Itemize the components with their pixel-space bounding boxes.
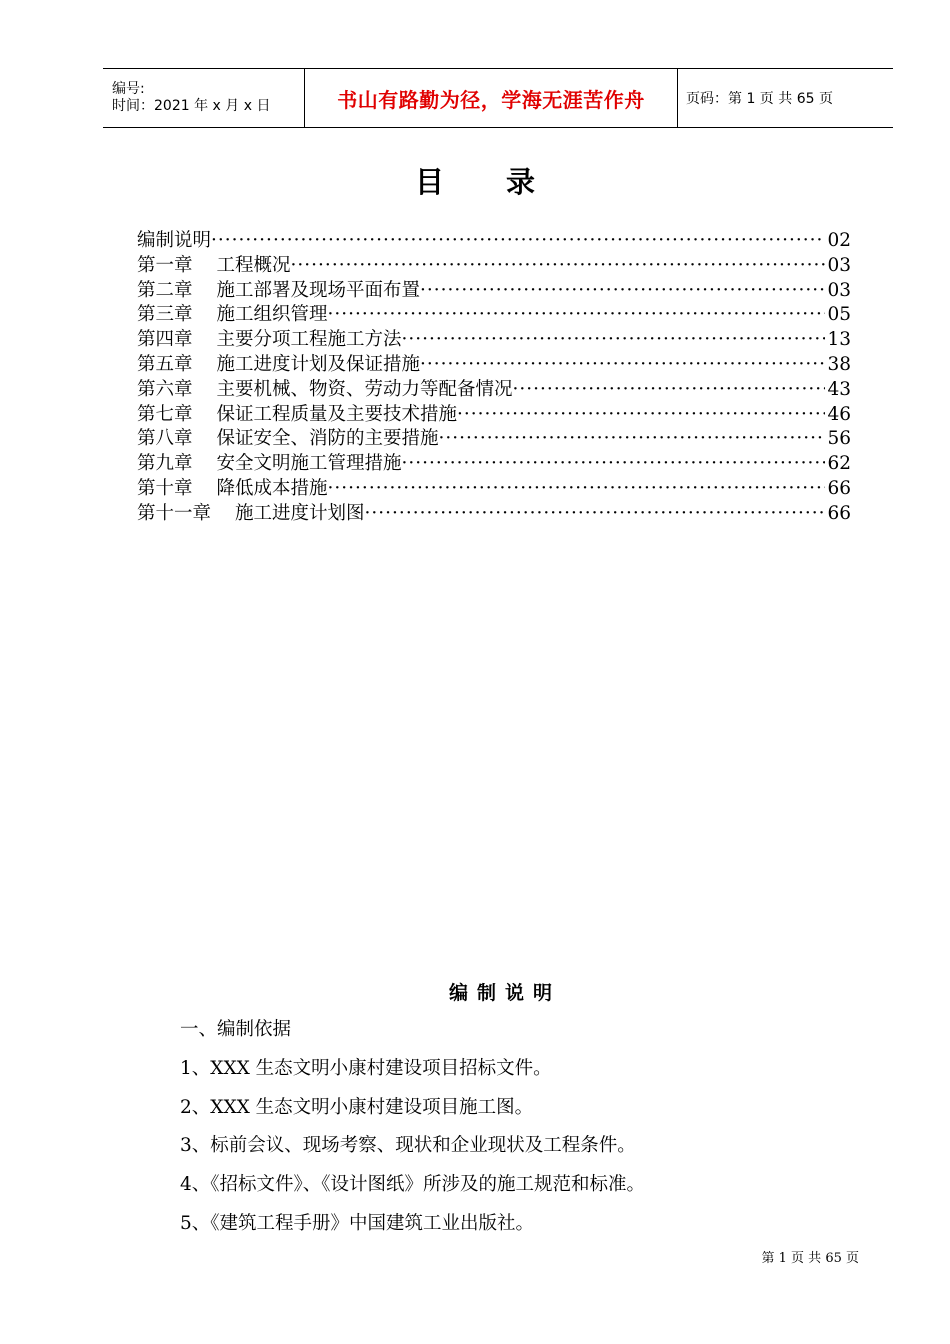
toc-page: 13: [827, 329, 851, 351]
toc-entry[interactable]: [137, 229, 851, 254]
toc-entry[interactable]: [137, 353, 851, 378]
toc-leader-dots: [328, 303, 826, 328]
header-motto: 书山有路勤为径，学海无涯苦作舟: [337, 87, 645, 112]
header-meta: [103, 69, 304, 127]
body-line: 4、《招标文件》、《设计图纸》所涉及的施工规范和标准。: [180, 1174, 646, 1196]
toc-entry[interactable]: [137, 378, 851, 403]
toc-page: 03: [827, 254, 851, 276]
toc-chapter: 第十章: [137, 477, 193, 499]
toc-title: [0, 160, 950, 201]
toc-page: 66: [827, 477, 851, 499]
toc-chapter: 第九章: [137, 453, 193, 475]
toc-title-left: 目: [414, 165, 444, 199]
toc-entry[interactable]: [137, 427, 851, 452]
toc-name: 施工部署及现场平面布置: [216, 279, 421, 301]
toc-entry[interactable]: [137, 452, 851, 477]
toc-name: 保证安全、消防的主要措施: [216, 428, 439, 450]
body-line: 3、标前会议、现场考察、现状和企业现状及工程条件。: [180, 1135, 636, 1157]
body-line: 2、XXX 生态文明小康村建设项目施工图。: [180, 1096, 534, 1118]
toc-leader-dots: [439, 427, 826, 452]
toc-leader-dots: [402, 452, 826, 477]
toc-name: 保证工程质量及主要技术措施: [216, 403, 458, 425]
toc-chapter: 第七章: [137, 403, 193, 425]
body-line: 1、XXX 生态文明小康村建设项目招标文件。: [180, 1057, 552, 1079]
toc-leader-dots: [402, 328, 826, 353]
toc-leader-dots: [420, 279, 825, 304]
toc-leader-dots: [291, 254, 826, 279]
toc-page: 56: [827, 428, 851, 450]
toc-entry[interactable]: [137, 303, 851, 328]
toc-page: 03: [827, 279, 851, 301]
toc-chapter: 第四章: [137, 329, 193, 351]
toc-leader-dots: [211, 229, 825, 254]
header-page-info: 页码：第 1 页 共 65 页: [686, 91, 833, 107]
toc-entry[interactable]: [137, 403, 851, 428]
toc-chapter: 第十一章: [137, 502, 212, 524]
table-of-contents: [137, 229, 851, 527]
body-line: 5、《建筑工程手册》中国建筑工业出版社。: [180, 1212, 535, 1234]
toc-chapter: 第六章: [137, 378, 193, 400]
toc-name: 工程概况: [216, 254, 291, 276]
document-header: [103, 68, 893, 128]
toc-chapter: 第一章: [137, 254, 193, 276]
toc-entry[interactable]: [137, 477, 851, 502]
toc-leader-dots: [457, 403, 825, 428]
toc-page: 02: [827, 230, 851, 251]
toc-leader-dots: [513, 378, 826, 403]
toc-name: 施工进度计划及保证措施: [216, 353, 421, 375]
date-line: 时间：2021 年 x 月 x 日: [112, 98, 271, 114]
toc-page: 43: [827, 378, 851, 400]
header-motto-cell: [304, 69, 678, 127]
section-body: [180, 1015, 880, 1248]
toc-leader-dots: [328, 477, 826, 502]
toc-chapter: 第二章: [137, 279, 193, 301]
body-line: 一、编制依据: [180, 1019, 292, 1040]
toc-title-right: 录: [506, 165, 536, 199]
toc-page: 05: [827, 304, 851, 326]
toc-name: 安全文明施工管理措施: [216, 453, 402, 475]
section-title: 编制说明: [448, 982, 561, 1004]
toc-entry[interactable]: [137, 254, 851, 279]
toc-entry[interactable]: [137, 279, 851, 304]
toc-name: 主要机械、物资、劳动力等配备情况: [216, 378, 513, 400]
toc-entry[interactable]: [137, 328, 851, 353]
toc-chapter: 第三章: [137, 304, 193, 326]
toc-name: 施工组织管理: [216, 304, 328, 326]
toc-page: 62: [827, 453, 851, 475]
toc-leader-dots: [420, 353, 825, 378]
header-page-info-cell: [678, 69, 893, 127]
page-footer: 第 1 页 共 65 页: [761, 1251, 859, 1266]
number-label: 编号:: [112, 81, 145, 97]
toc-page: 66: [827, 502, 851, 524]
toc-chapter: 第五章: [137, 353, 193, 375]
toc-page: 38: [827, 353, 851, 375]
toc-entry[interactable]: [137, 502, 851, 527]
toc-page: 46: [827, 403, 851, 425]
toc-leader-dots: [365, 502, 826, 527]
toc-chapter: 编制说明: [137, 230, 212, 251]
toc-name: 主要分项工程施工方法: [216, 329, 402, 351]
toc-name: 施工进度计划图: [235, 502, 365, 524]
toc-name: 降低成本措施: [216, 477, 328, 499]
toc-chapter: 第八章: [137, 428, 193, 450]
